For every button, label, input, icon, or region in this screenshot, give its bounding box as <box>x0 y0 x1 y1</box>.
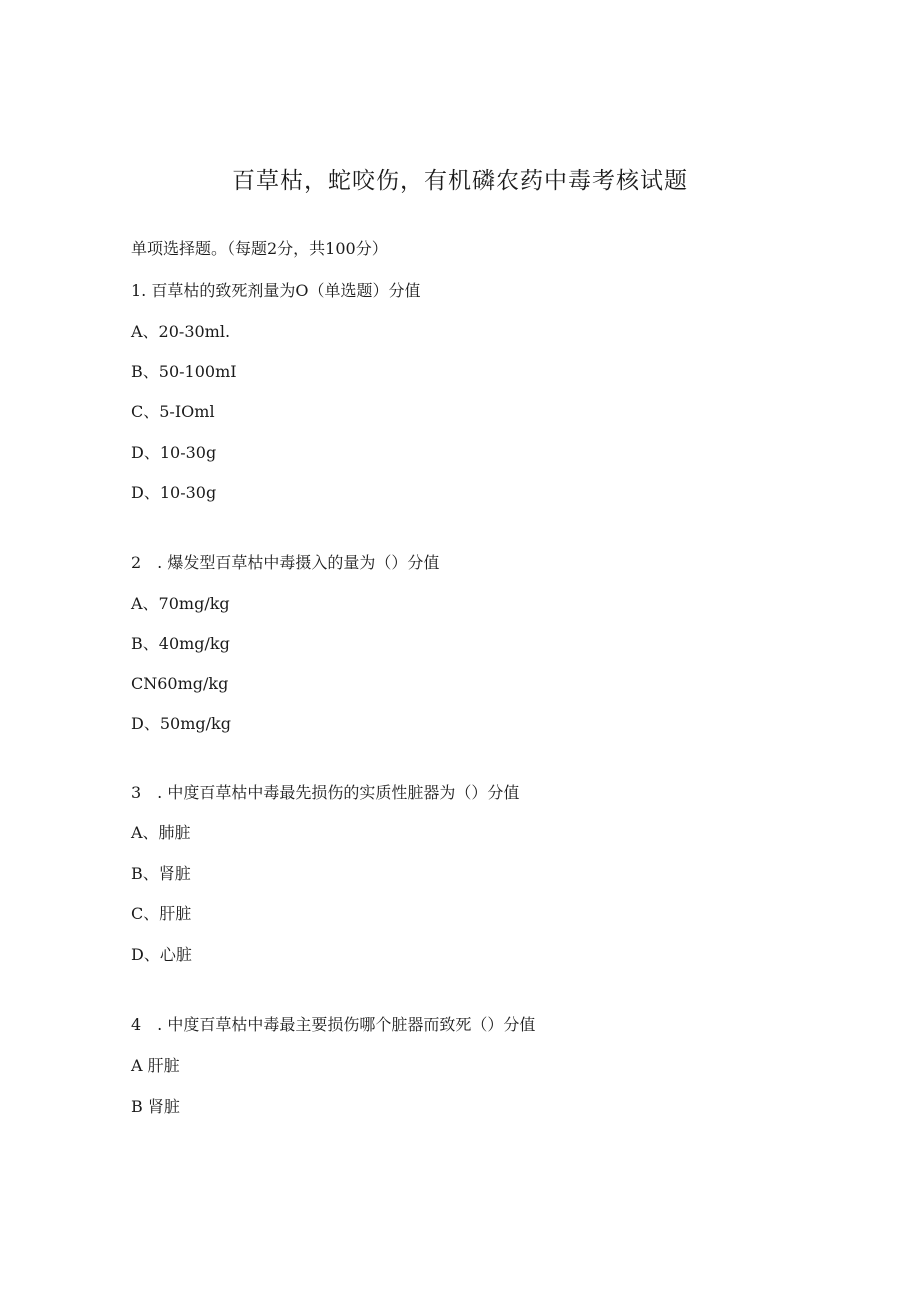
question-2-option-c: CN60mg/kg <box>131 674 229 693</box>
question-2-stem: 2 . 爆发型百草枯中毒摄入的量为（）分值 <box>131 553 440 572</box>
question-1-option-a: A、20-30ml. <box>131 322 231 341</box>
question-1-option-b: B、50-100mI <box>131 362 237 381</box>
question-2-option-a: A、70mg/kg <box>131 594 230 613</box>
section-header: 单项选择题。（每题2分，共100分） <box>131 239 388 258</box>
question-1-stem: 1. 百草枯的致死剂量为O（单选题）分值 <box>131 281 421 300</box>
question-3-option-b: B、肾脏 <box>131 864 191 883</box>
question-3-option-d: D、心脏 <box>131 945 192 964</box>
question-3-option-c: C、肝脏 <box>131 904 192 923</box>
document-title: 百草枯，蛇咬伤，有机磷农药中毒考核试题 <box>232 168 688 194</box>
question-1-option-c: C、5-IOml <box>131 402 215 421</box>
question-1-option-d-repeat: D、10-30g <box>131 483 217 502</box>
question-3-stem: 3 . 中度百草枯中毒最先损伤的实质性脏器为（）分值 <box>131 783 520 802</box>
question-4-option-b: B 肾脏 <box>131 1097 180 1116</box>
question-1-option-d: D、10-30g <box>131 443 217 462</box>
question-2-option-b: B、40mg/kg <box>131 634 230 653</box>
question-4-stem: 4 . 中度百草枯中毒最主要损伤哪个脏器而致死（）分值 <box>131 1015 536 1034</box>
question-3-option-a: A、肺脏 <box>131 823 191 842</box>
question-2-option-d: D、50mg/kg <box>131 714 231 733</box>
question-4-option-a: A 肝脏 <box>131 1056 180 1075</box>
